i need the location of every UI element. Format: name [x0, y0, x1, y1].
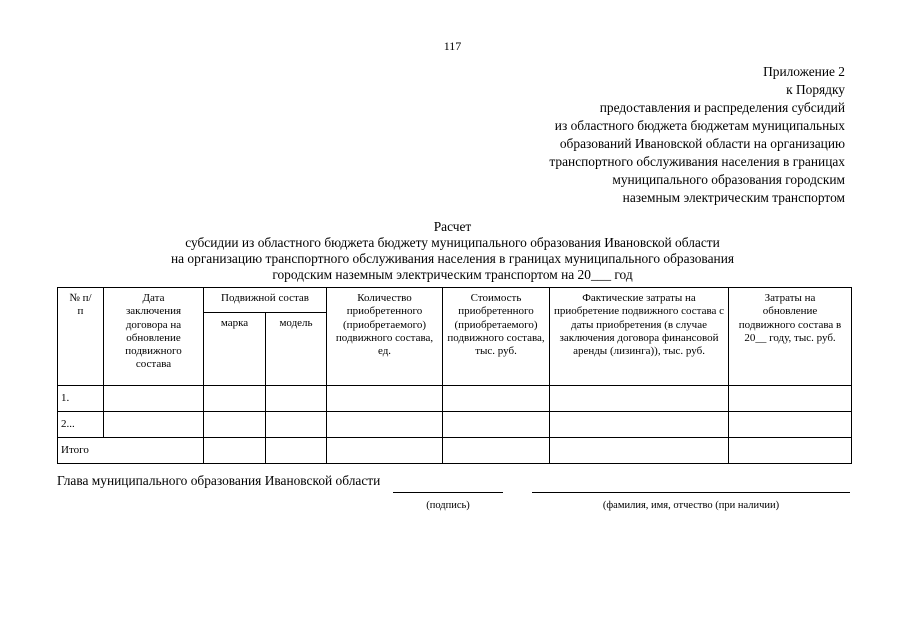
row-label: 2... — [58, 412, 104, 438]
total-label: Итого — [58, 438, 204, 464]
signature-line — [393, 492, 503, 493]
table-cell — [729, 412, 852, 438]
table-cell — [550, 412, 729, 438]
appendix-line: муниципального образования городским — [612, 172, 845, 187]
table-cell — [204, 438, 266, 464]
subtitle-line: субсидии из областного бюджета бюджету муниципального образования Ивановской области — [185, 235, 720, 250]
appendix-line: из областного бюджета бюджетам муниципальных — [554, 118, 845, 133]
header-model: модель — [266, 313, 327, 386]
header-num: № п/п — [58, 288, 104, 386]
table-cell — [443, 412, 550, 438]
table-row — [58, 386, 852, 412]
header-renewal-costs: Затраты на обновление подвижного состава в 20__ году, тыс. руб. — [729, 288, 852, 386]
table-cell — [104, 412, 204, 438]
header-quantity: Количество приобретенного (приобретаемого) подвижного состава, ед. — [327, 288, 443, 386]
table-cell — [327, 412, 443, 438]
document-subtitle — [100, 235, 805, 283]
signature-caption: (подпись) — [426, 500, 470, 511]
head-title: Глава муниципального образования Ивановской области — [57, 473, 381, 488]
appendix-line: предоставления и распределения субсидий — [599, 100, 845, 115]
header-cost: Стоимость приобретенного (приобретаемого) подвижного состава, тыс. руб. — [443, 288, 550, 386]
table-cell — [550, 438, 729, 464]
header-contract-date: Дата заключения договора на обновление подвижного состава — [104, 288, 204, 386]
appendix-line: наземным электрическим транспортом — [622, 190, 845, 205]
calculation-table — [57, 287, 852, 464]
header-rolling-stock: Подвижной состав — [204, 288, 327, 313]
row-label: 1. — [58, 386, 104, 412]
subtitle-line: городским наземным электрическим транспортом на 20___ год — [272, 267, 633, 282]
table-row-total — [58, 438, 852, 464]
table-cell — [204, 386, 266, 412]
header-brand: марка — [204, 313, 266, 386]
table-cell — [729, 386, 852, 412]
appendix-line: транспортного обслуживания населения в границах — [549, 154, 845, 169]
table-cell — [327, 438, 443, 464]
subtitle-line: на организацию транспортного обслуживания населения в границах муниципального образования — [170, 251, 735, 266]
table-cell — [266, 438, 327, 464]
table-cell — [327, 386, 443, 412]
appendix-line: к Порядку — [786, 82, 845, 97]
table-cell — [266, 412, 327, 438]
table-cell — [550, 386, 729, 412]
table-cell — [729, 438, 852, 464]
document-title: Расчет — [433, 219, 472, 234]
table-cell — [443, 386, 550, 412]
table-row — [58, 412, 852, 438]
page-number: 117 — [443, 39, 462, 53]
appendix-line: образований Ивановской области на организацию — [559, 136, 845, 151]
table-cell — [266, 386, 327, 412]
name-caption: (фамилия, имя, отчество (при наличии) — [602, 500, 780, 511]
appendix-line: Приложение 2 — [763, 64, 845, 79]
name-line — [532, 492, 850, 493]
table-cell — [443, 438, 550, 464]
table-cell — [104, 386, 204, 412]
table-cell — [204, 412, 266, 438]
appendix-block — [485, 63, 845, 207]
header-actual-costs: Фактические затраты на приобретение подвижного состава с даты приобретения (в случае заключения договора финансовой аренды (лизинга)), тыс. руб. — [550, 288, 729, 386]
